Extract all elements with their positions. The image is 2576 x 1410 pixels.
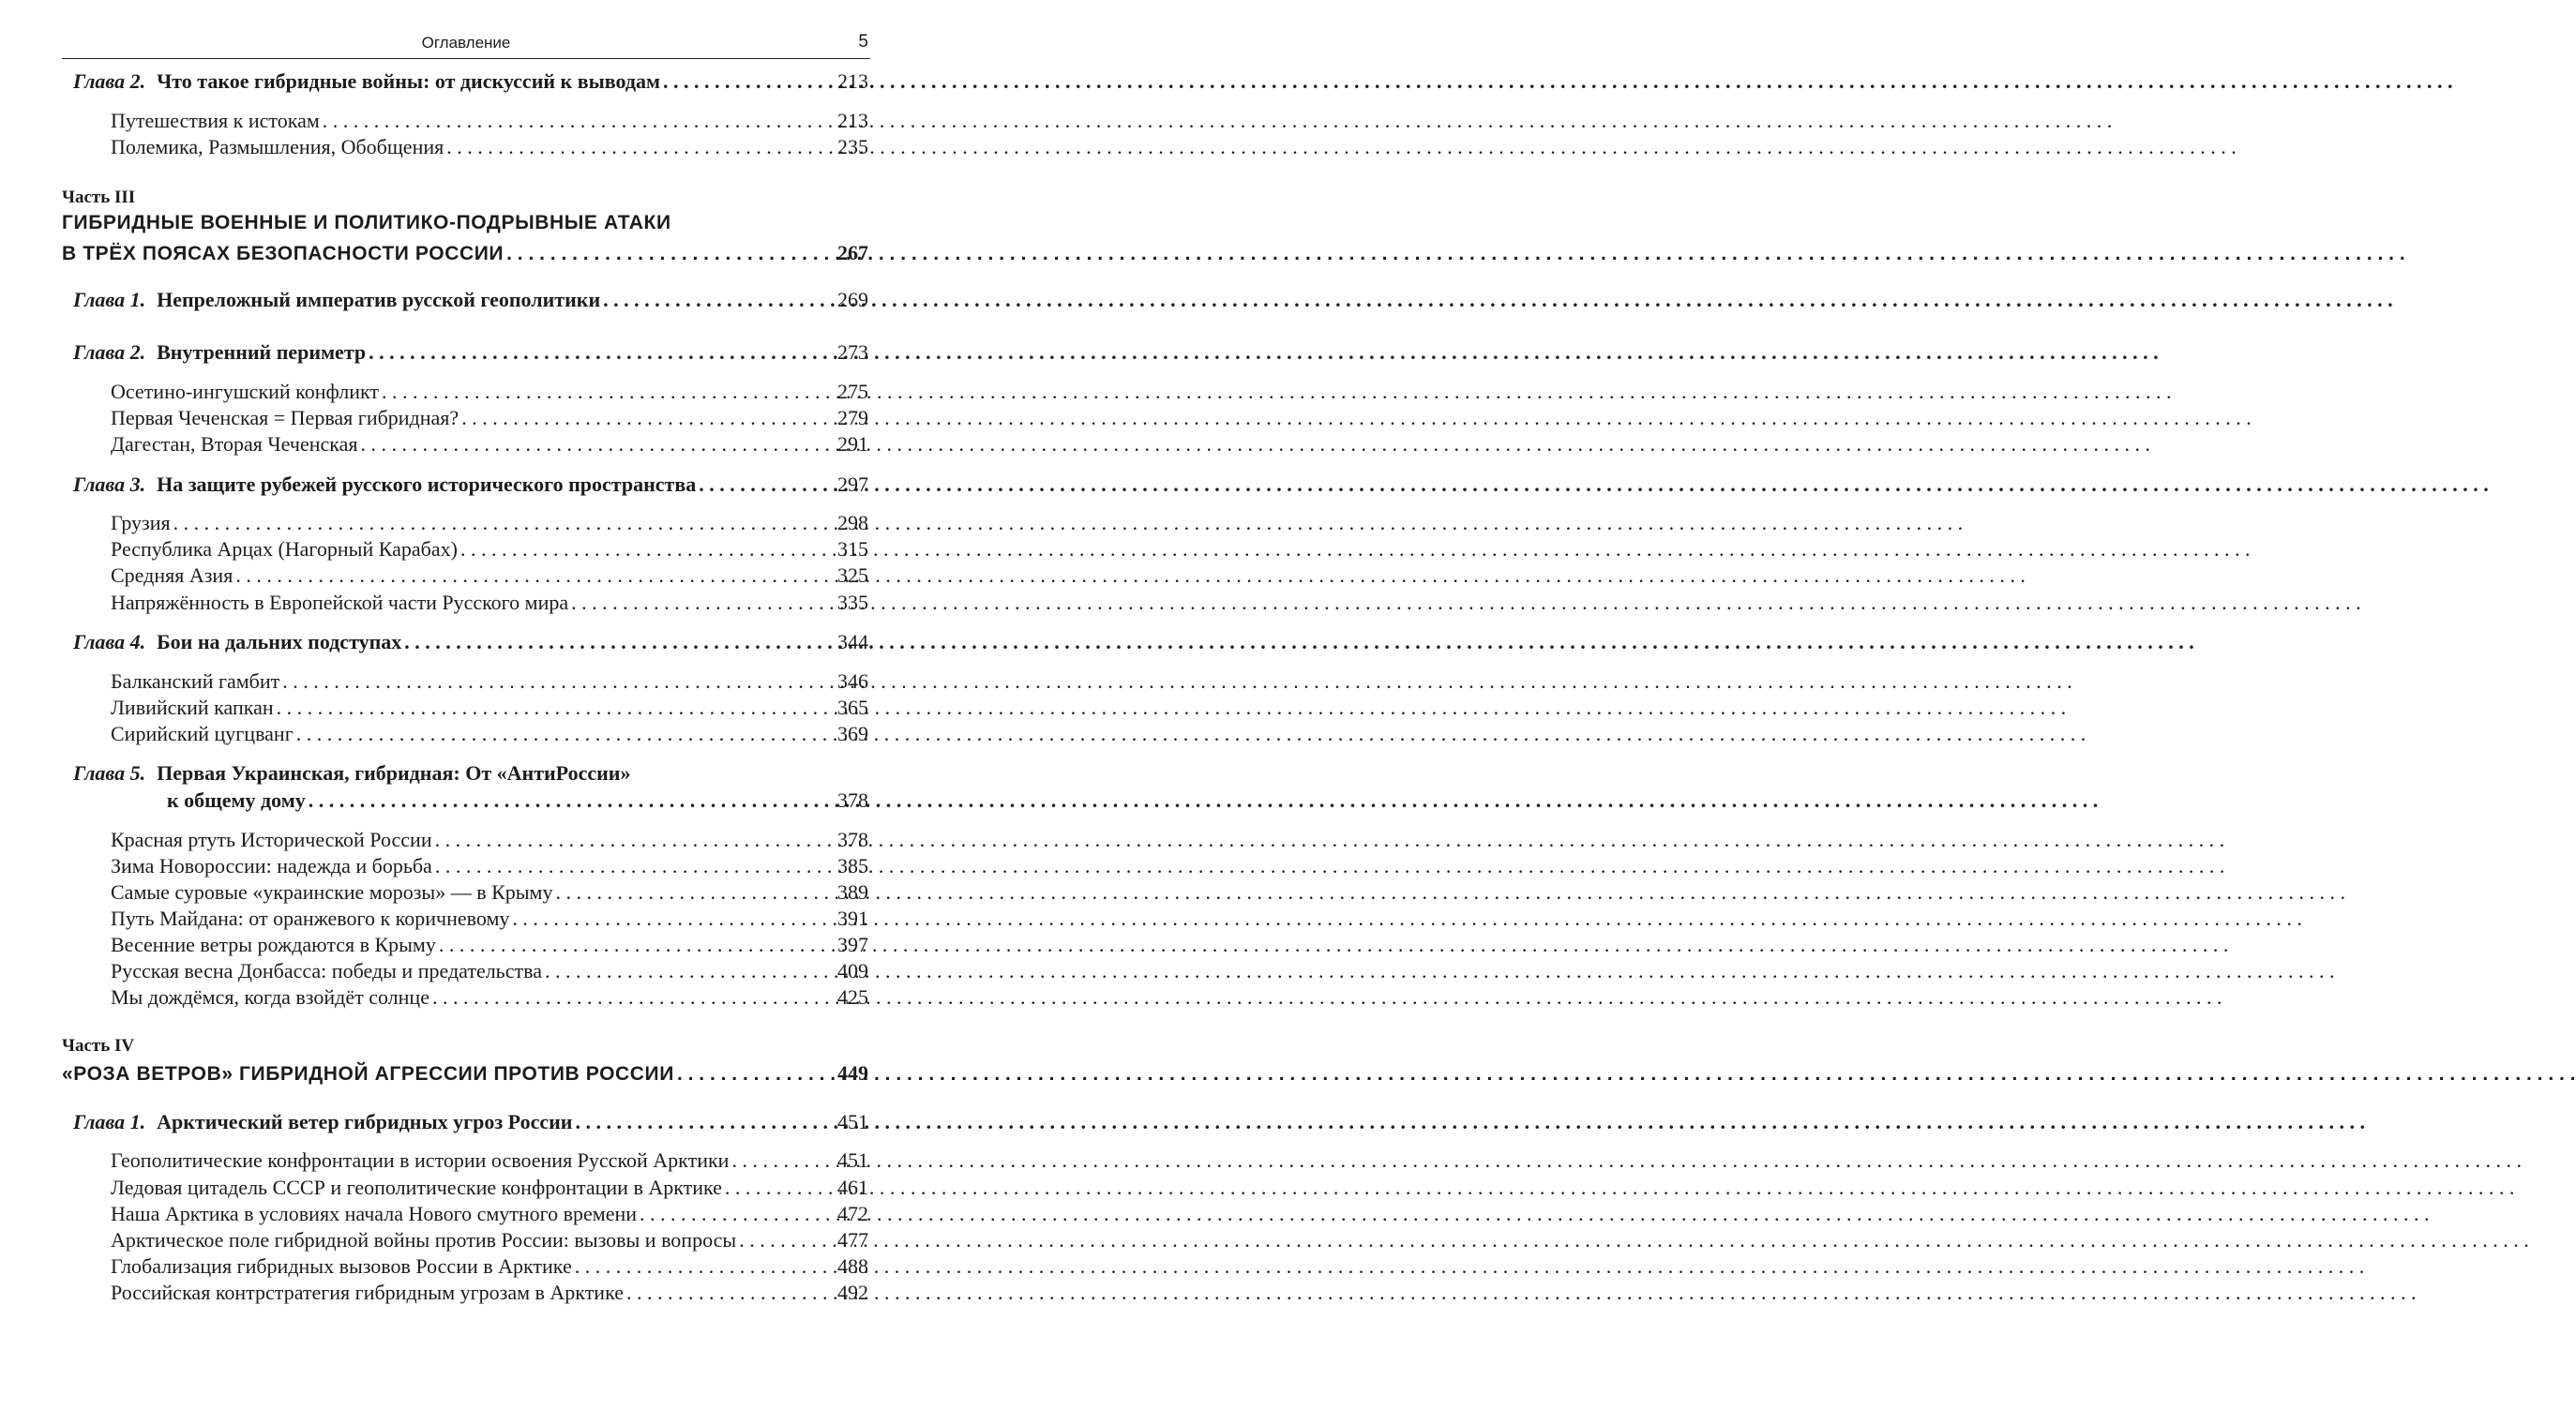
chapter-label: Глава 2.	[73, 340, 146, 364]
chapter-label: Глава 3.	[73, 472, 146, 496]
dot-leader	[545, 957, 835, 985]
chapter-title: На защите рубежей русского исторического пространства	[157, 472, 697, 496]
chapter-label: Глава 5.	[73, 761, 146, 785]
page-ref: 335	[837, 591, 868, 614]
section-title: Полемика, Размышления, Обобщения	[111, 135, 444, 158]
section-title: Глобализация гибридных вызовов России в Арктике	[111, 1254, 572, 1278]
page-ref: 369	[837, 722, 868, 745]
dot-leader	[731, 1147, 835, 1175]
dot-leader	[460, 535, 835, 563]
section-title: Республика Арцах (Нагорный Карабах)	[111, 537, 458, 561]
section-title: Грузия	[111, 511, 171, 534]
page-ref: 315	[837, 537, 868, 561]
section-title: Самые суровые «украинские морозы» — в Крыму	[111, 880, 553, 904]
dot-leader	[640, 1200, 835, 1228]
page-ref: 397	[837, 933, 868, 956]
toc-section[interactable]	[111, 931, 868, 959]
toc-section[interactable]	[111, 107, 868, 135]
page-ref: 325	[837, 563, 868, 587]
part-title: ГИБРИДНЫЕ ВОЕННЫЕ И ПОЛИТИКО-ПОДРЫВНЫЕ АТАКИ	[62, 212, 671, 233]
toc-section[interactable]	[111, 826, 868, 854]
dot-leader	[435, 852, 835, 880]
dot-leader	[677, 1060, 835, 1088]
dot-leader	[603, 286, 835, 314]
toc-section[interactable]	[111, 562, 868, 590]
page-ref: 235	[837, 135, 868, 158]
section-title: Осетино-ингушский конфликт	[111, 380, 379, 403]
toc-section[interactable]	[111, 1147, 868, 1175]
dot-leader	[663, 68, 835, 96]
toc-section[interactable]	[111, 668, 868, 696]
toc-chapter-continuation[interactable]	[167, 787, 868, 815]
part-label: Часть IV	[62, 1036, 135, 1056]
chapter-label: Глава 1.	[73, 1110, 146, 1133]
section-title: Средняя Азия	[111, 563, 233, 587]
chapter-label: Глава 4.	[73, 630, 146, 653]
toc-section[interactable]	[111, 378, 868, 406]
page-ref: 213	[837, 109, 868, 132]
toc-section[interactable]	[111, 1279, 868, 1307]
page-ref: 477	[837, 1228, 868, 1252]
page-ref: 346	[837, 669, 868, 693]
page-ref: 344	[837, 630, 868, 653]
toc-section[interactable]	[111, 589, 868, 617]
dot-leader	[369, 338, 835, 367]
toc-chapter[interactable]	[73, 471, 868, 499]
toc-section[interactable]	[111, 1174, 868, 1202]
dot-leader	[739, 1226, 835, 1254]
dot-leader	[235, 562, 835, 590]
section-title: Ливийский капкан	[111, 696, 274, 719]
dot-leader	[626, 1279, 835, 1307]
toc-section[interactable]	[111, 133, 868, 161]
section-title: Сирийский цугцванг	[111, 722, 294, 745]
page-ref: 279	[837, 406, 868, 429]
toc-chapter[interactable]	[73, 759, 868, 788]
dot-leader	[296, 720, 835, 748]
dot-leader	[435, 826, 835, 854]
chapter-label: Глава 1.	[73, 288, 146, 311]
chapter-title: Внутренний периметр	[157, 340, 367, 364]
section-title: Весенние ветры рождаются в Крыму	[111, 933, 436, 956]
toc-chapter[interactable]	[73, 1108, 868, 1136]
toc-section[interactable]	[111, 720, 868, 748]
page-ref: 488	[837, 1254, 868, 1278]
section-title: Ледовая цитадель СССР и геополитические конфронтации в Арктике	[111, 1176, 722, 1199]
dot-leader	[506, 240, 835, 268]
page-ref: 365	[837, 696, 868, 719]
toc-section[interactable]	[111, 1252, 868, 1281]
toc-section[interactable]	[111, 957, 868, 985]
running-head	[62, 32, 870, 59]
chapter-title: Бои на дальних подступах	[157, 630, 402, 653]
dot-leader	[575, 1108, 835, 1136]
page-ref: 213	[837, 69, 868, 93]
page-ref: 291	[837, 432, 868, 456]
dot-leader	[173, 509, 835, 537]
toc-chapter[interactable]	[73, 628, 868, 656]
toc-chapter[interactable]	[73, 286, 868, 314]
page-ref: 269	[837, 288, 868, 311]
chapter-title: Непреложный императив русской геополитики	[157, 288, 601, 311]
section-title: Путь Майдана: от оранжевого к коричневому	[111, 907, 510, 930]
section-title: Российская контрстратегия гибридным угрозам в Арктике	[111, 1281, 624, 1304]
page-ref: 385	[837, 854, 868, 878]
toc-page	[0, 0, 938, 1410]
chapter-title-continuation: к общему дому	[167, 788, 306, 812]
page-ref: 449	[837, 1061, 868, 1085]
page-ref: 298	[837, 511, 868, 534]
dot-leader	[361, 430, 835, 458]
part-title-line[interactable]	[62, 1059, 868, 1088]
page-number: 5	[858, 32, 868, 52]
toc-chapter[interactable]	[73, 68, 868, 96]
toc-section[interactable]	[111, 905, 868, 933]
page-ref: 472	[837, 1202, 868, 1225]
dot-leader	[382, 378, 835, 406]
page-ref: 275	[837, 380, 868, 403]
running-head-title: Оглавление	[421, 34, 511, 52]
part-title-line[interactable]	[62, 239, 868, 267]
dot-leader	[277, 694, 835, 722]
dot-leader	[446, 133, 835, 161]
dot-leader	[575, 1252, 835, 1281]
dot-leader	[461, 404, 835, 432]
dot-leader	[725, 1174, 835, 1202]
dot-leader	[571, 589, 835, 617]
toc-section[interactable]	[111, 1200, 868, 1228]
section-title: Балканский гамбит	[111, 669, 280, 693]
section-title: Русская весна Донбасса: победы и предательства	[111, 959, 542, 982]
page-ref: 378	[837, 788, 868, 812]
dot-leader	[432, 983, 835, 1012]
section-title: Дагестан, Вторая Чеченская	[111, 432, 358, 456]
dot-leader	[555, 878, 835, 907]
dot-leader	[512, 905, 835, 933]
page-ref: 391	[837, 907, 868, 930]
chapter-label: Глава 2.	[73, 69, 146, 93]
page-ref: 297	[837, 472, 868, 496]
toc-section[interactable]	[111, 852, 868, 880]
dot-leader	[309, 787, 835, 815]
toc-section[interactable]	[111, 694, 868, 722]
part-title-text: «РОЗА ВЕТРОВ» ГИБРИДНОЙ АГРЕССИИ ПРОТИВ РОССИИ	[62, 1063, 674, 1085]
page-ref: 378	[837, 828, 868, 851]
dot-leader	[323, 107, 835, 135]
toc-section[interactable]	[111, 1226, 868, 1254]
dot-leader	[282, 668, 835, 696]
section-title: Мы дождёмся, когда взойдёт солнце	[111, 985, 429, 1009]
chapter-title: Арктический ветер гибридных угроз России	[157, 1110, 573, 1133]
toc-chapter[interactable]	[73, 338, 868, 367]
chapter-title: Первая Украинская, гибридная: От «АнтиРоссии»	[157, 761, 631, 785]
part-label: Часть III	[62, 188, 136, 207]
section-title: Путешествия к истокам	[111, 109, 320, 132]
section-title: Первая Чеченская = Первая гибридная?	[111, 406, 459, 429]
dot-leader	[699, 471, 835, 499]
page-ref: 273	[837, 340, 868, 364]
toc-section[interactable]	[111, 404, 868, 432]
page-ref: 389	[837, 880, 868, 904]
page-ref: 425	[837, 985, 868, 1009]
toc-section[interactable]	[111, 878, 868, 907]
dot-leader	[404, 628, 835, 656]
page-ref: 409	[837, 959, 868, 982]
chapter-title: Что такое гибридные войны: от дискуссий к выводам	[157, 69, 660, 93]
page-ref: 451	[837, 1148, 868, 1172]
toc-section[interactable]	[111, 430, 868, 458]
page-ref: 451	[837, 1110, 868, 1133]
page-ref: 461	[837, 1176, 868, 1199]
section-title: Зима Новороссии: надежда и борьба	[111, 854, 432, 878]
section-title: Напряжённость в Европейской части Русского мира	[111, 591, 569, 614]
section-title: Арктическое поле гибридной войны против России: вызовы и вопросы	[111, 1228, 737, 1252]
toc-section[interactable]	[111, 509, 868, 537]
section-title: Красная ртуть Исторической России	[111, 828, 432, 851]
toc-section[interactable]	[111, 535, 868, 563]
section-title: Геополитические конфронтации в истории освоения Русской Арктики	[111, 1148, 730, 1172]
dot-leader	[439, 931, 835, 959]
page-ref: 267	[837, 241, 868, 264]
section-title: Наша Арктика в условиях начала Нового смутного времени	[111, 1202, 638, 1225]
toc-section[interactable]	[111, 983, 868, 1012]
part-title-text: В ТРЁХ ПОЯСАХ БЕЗОПАСНОСТИ РОССИИ	[62, 243, 505, 264]
page-ref: 492	[837, 1281, 868, 1304]
